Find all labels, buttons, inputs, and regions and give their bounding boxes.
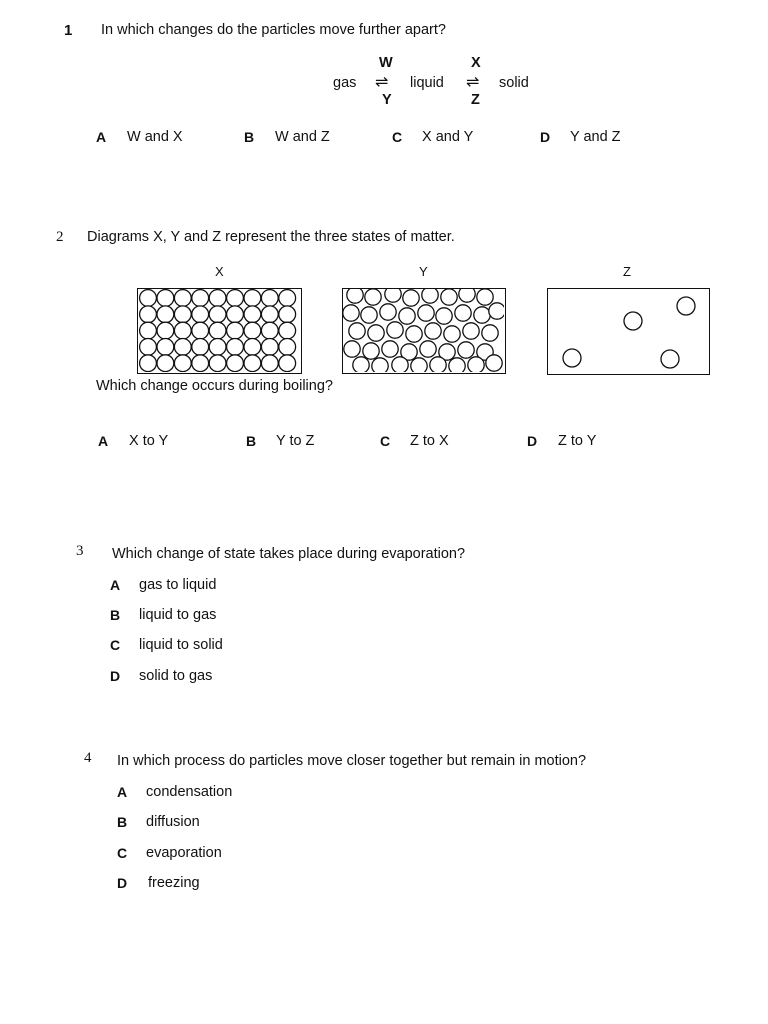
liquid-particle xyxy=(455,305,471,321)
question-text: In which process do particles move closer together but remain in motion? xyxy=(117,753,587,769)
solid-particle xyxy=(244,339,261,356)
liquid-particle xyxy=(406,326,422,342)
question-number: 4 xyxy=(84,750,92,766)
gas-particle xyxy=(661,350,679,368)
option-letter: C xyxy=(110,637,121,653)
liquid-particle xyxy=(482,325,498,341)
liquid-particle xyxy=(458,342,474,358)
diagram-label-y: Y xyxy=(419,264,428,279)
solid-particle xyxy=(244,322,261,339)
equilibrium-arrows-icon: ⇌ xyxy=(375,74,389,91)
liquid-particle xyxy=(380,304,396,320)
solid-particle xyxy=(140,355,157,372)
liquid-particle xyxy=(399,308,415,324)
liquid-particle xyxy=(477,289,493,305)
solid-particle xyxy=(209,306,226,323)
option-text: evaporation xyxy=(146,845,222,861)
option-letter: D xyxy=(117,875,128,891)
question-number: 2 xyxy=(56,229,64,245)
solid-particle xyxy=(157,290,174,307)
solid-particle xyxy=(227,322,244,339)
equilibrium-arrows-icon: ⇌ xyxy=(466,74,480,91)
liquid-particle xyxy=(343,305,359,321)
liquid-particle xyxy=(474,307,490,323)
liquid-particle xyxy=(425,323,441,339)
option-letter: C xyxy=(380,433,391,449)
equation-label-w: W xyxy=(379,55,393,71)
liquid-particle xyxy=(385,289,401,302)
solid-particle xyxy=(227,290,244,307)
option-letter: D xyxy=(110,668,121,684)
option-text: X and Y xyxy=(422,129,474,145)
solid-particle xyxy=(261,355,278,372)
option-text: W and X xyxy=(127,129,183,145)
question-number: 1 xyxy=(64,22,73,39)
liquid-particle xyxy=(420,341,436,357)
question-subtext: Which change occurs during boiling? xyxy=(96,378,333,394)
solid-particle xyxy=(209,355,226,372)
equation-gas: gas xyxy=(333,75,357,91)
diagram-label-x: X xyxy=(215,264,224,279)
option-text: X to Y xyxy=(129,433,169,449)
solid-particles-svg xyxy=(138,289,300,372)
option-text: liquid to gas xyxy=(139,607,217,623)
solid-particle xyxy=(279,322,296,339)
solid-particle xyxy=(174,355,191,372)
question-text: Diagrams X, Y and Z represent the three states of matter. xyxy=(87,229,455,245)
solid-particle xyxy=(140,339,157,356)
diagram-label-z: Z xyxy=(623,264,631,279)
solid-particle xyxy=(279,290,296,307)
option-text: Y and Z xyxy=(570,129,621,145)
option-text: freezing xyxy=(148,875,200,891)
liquid-particle xyxy=(365,289,381,305)
solid-particle xyxy=(279,339,296,356)
option-letter: A xyxy=(96,129,107,145)
option-text: diffusion xyxy=(146,814,200,830)
option-text: Y to Z xyxy=(276,433,315,449)
solid-particle xyxy=(174,290,191,307)
liquid-particle xyxy=(372,358,388,372)
option-letter: C xyxy=(117,845,128,861)
equation-label-z: Z xyxy=(471,92,480,108)
option-text: liquid to solid xyxy=(139,637,223,653)
option-letter: D xyxy=(527,433,538,449)
gas-particles-diagram xyxy=(547,288,710,375)
option-letter: A xyxy=(110,577,121,593)
equation-label-x: X xyxy=(471,55,481,71)
solid-particle xyxy=(192,339,209,356)
solid-particle xyxy=(261,306,278,323)
liquid-particle xyxy=(449,358,465,372)
solid-particle xyxy=(261,290,278,307)
liquid-particles-diagram xyxy=(342,288,506,374)
liquid-particle xyxy=(363,343,379,359)
liquid-particle xyxy=(403,290,419,306)
solid-particle xyxy=(140,322,157,339)
gas-particle xyxy=(563,349,581,367)
liquid-particle xyxy=(382,341,398,357)
option-text: Z to Y xyxy=(558,433,597,449)
solid-particle xyxy=(279,306,296,323)
solid-particle xyxy=(227,339,244,356)
liquid-particle xyxy=(459,289,475,302)
solid-particle xyxy=(174,322,191,339)
liquid-particle xyxy=(344,341,360,357)
option-letter: B xyxy=(246,433,257,449)
liquid-particle xyxy=(387,322,403,338)
liquid-particle xyxy=(361,307,377,323)
liquid-particle xyxy=(463,323,479,339)
gas-particle xyxy=(677,297,695,315)
solid-particle xyxy=(244,306,261,323)
liquid-particle xyxy=(392,357,408,372)
solid-particle xyxy=(192,306,209,323)
equation-solid: solid xyxy=(499,75,529,91)
equation-label-y: Y xyxy=(382,92,392,108)
solid-particle xyxy=(157,322,174,339)
option-text: condensation xyxy=(146,784,233,800)
solid-particle xyxy=(157,306,174,323)
solid-particle xyxy=(174,339,191,356)
solid-particle xyxy=(140,290,157,307)
option-text: Z to X xyxy=(410,433,449,449)
liquid-particle xyxy=(368,325,384,341)
liquid-particle xyxy=(436,308,452,324)
liquid-particle xyxy=(353,357,369,372)
option-letter: B xyxy=(110,607,121,623)
solid-particle xyxy=(157,339,174,356)
option-letter: A xyxy=(117,784,128,800)
equation-liquid: liquid xyxy=(410,75,444,91)
option-letter: D xyxy=(540,129,551,145)
liquid-particle xyxy=(418,305,434,321)
liquid-particle xyxy=(468,357,484,372)
gas-particle xyxy=(624,312,642,330)
solid-particle xyxy=(192,322,209,339)
gas-particles-svg xyxy=(548,289,708,373)
solid-particle xyxy=(227,355,244,372)
liquid-particle xyxy=(422,289,438,303)
liquid-particle xyxy=(489,303,504,319)
liquid-particle xyxy=(444,326,460,342)
liquid-particle xyxy=(486,355,502,371)
option-letter: B xyxy=(244,129,255,145)
option-text: W and Z xyxy=(275,129,330,145)
option-text: gas to liquid xyxy=(139,577,217,593)
option-letter: B xyxy=(117,814,128,830)
liquid-particle xyxy=(430,357,446,372)
liquid-particle xyxy=(411,358,427,372)
solid-particle xyxy=(174,306,191,323)
solid-particle xyxy=(261,322,278,339)
question-text: In which changes do the particles move further apart? xyxy=(101,22,446,38)
liquid-particle xyxy=(347,289,363,303)
liquid-particles-svg xyxy=(343,289,504,372)
solid-particle xyxy=(261,339,278,356)
solid-particle xyxy=(192,290,209,307)
option-text: solid to gas xyxy=(139,668,213,684)
liquid-particle xyxy=(349,323,365,339)
liquid-particle xyxy=(441,289,457,305)
solid-particle xyxy=(192,355,209,372)
solid-particle xyxy=(244,290,261,307)
solid-particle xyxy=(209,290,226,307)
option-letter: C xyxy=(392,129,403,145)
solid-particle xyxy=(209,322,226,339)
question-number: 3 xyxy=(76,543,84,559)
solid-particles-diagram xyxy=(137,288,302,374)
solid-particle xyxy=(227,306,244,323)
solid-particle xyxy=(209,339,226,356)
solid-particle xyxy=(244,355,261,372)
solid-particle xyxy=(279,355,296,372)
question-text: Which change of state takes place during evaporation? xyxy=(112,546,466,562)
solid-particle xyxy=(140,306,157,323)
solid-particle xyxy=(157,355,174,372)
option-letter: A xyxy=(98,433,109,449)
